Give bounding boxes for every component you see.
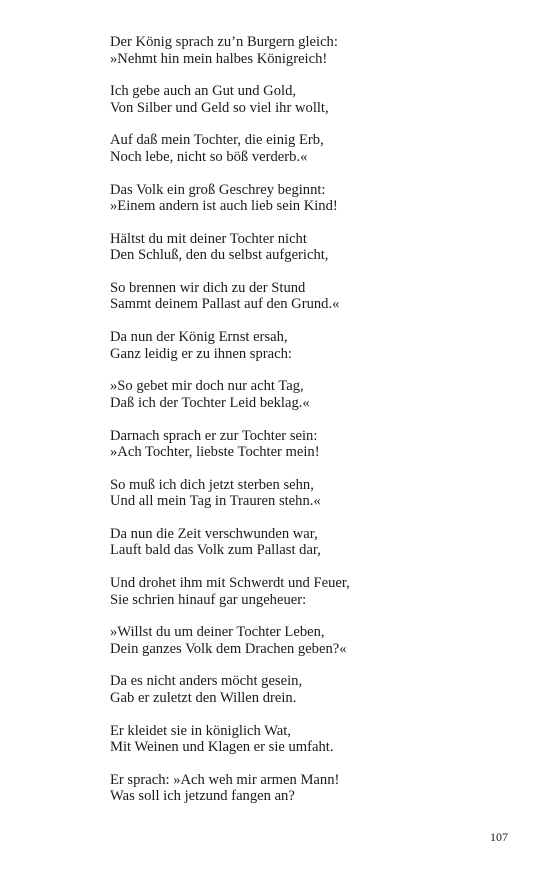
verse-line: Und drohet ihm mit Schwerdt und Feuer, bbox=[110, 575, 350, 592]
stanza bbox=[110, 477, 510, 510]
verse-line: »Nehmt hin mein halbes Königreich! bbox=[110, 50, 328, 67]
verse-line: »Ach Tochter, liebste Tochter mein! bbox=[110, 444, 320, 460]
verse-line: Da nun der König Ernst ersah, bbox=[110, 329, 288, 346]
verse-line: Da nun die Zeit verschwunden war, bbox=[110, 525, 318, 542]
poem-body bbox=[110, 34, 510, 821]
verse-line: Daß ich der Tochter Leid beklag.« bbox=[110, 394, 310, 411]
stanza bbox=[110, 526, 510, 559]
verse-line: Mit Weinen und Klagen er sie umfaht. bbox=[110, 739, 334, 756]
verse-line: Darnach sprach er zur Tochter sein: bbox=[110, 427, 318, 444]
verse-line: Hältst du mit deiner Tochter nicht bbox=[110, 230, 307, 247]
verse-line: Was soll ich jetzund fangen an? bbox=[110, 788, 295, 805]
verse-line: »Willst du um deiner Tochter Leben, bbox=[110, 624, 325, 641]
verse-line: Da es nicht anders möcht gesein, bbox=[110, 673, 303, 690]
verse-line: »Einem andern ist auch lieb sein Kind! bbox=[110, 198, 338, 215]
stanza bbox=[110, 723, 510, 756]
verse-line: Lauft bald das Volk zum Pallast dar, bbox=[110, 542, 321, 559]
verse-line: Ich gebe auch an Gut und Gold, bbox=[110, 83, 297, 100]
verse-line: Und all mein Tag in Trauren stehn.« bbox=[110, 493, 321, 510]
page-number: 107 bbox=[490, 830, 508, 844]
verse-line: Dein ganzes Volk dem Drachen geben?« bbox=[110, 640, 347, 657]
verse-line: Er sprach: »Ach weh mir armen Mann! bbox=[110, 771, 340, 788]
verse-line: Das Volk ein groß Geschrey beginnt: bbox=[110, 181, 326, 198]
stanza bbox=[110, 772, 510, 805]
stanza bbox=[110, 231, 510, 264]
verse-line: Noch lebe, nicht so böß verderb.« bbox=[110, 148, 308, 165]
stanza bbox=[110, 329, 510, 362]
verse-line: »So gebet mir doch nur acht Tag, bbox=[110, 378, 304, 395]
stanza bbox=[110, 624, 510, 657]
stanza bbox=[110, 280, 510, 313]
stanza bbox=[110, 132, 510, 165]
stanza bbox=[110, 83, 510, 116]
verse-line: Von Silber und Geld so viel ihr wollt, bbox=[110, 99, 329, 116]
stanza bbox=[110, 673, 510, 706]
stanza bbox=[110, 575, 510, 608]
verse-line: So brennen wir dich zu der Stund bbox=[110, 279, 306, 296]
stanza bbox=[110, 182, 510, 215]
verse-line: Er kleidet sie in königlich Wat, bbox=[110, 722, 291, 739]
verse-line: Der König sprach zu’n Burgern gleich: bbox=[110, 34, 338, 50]
verse-line: Auf daß mein Tochter, die einig Erb, bbox=[110, 132, 324, 149]
stanza bbox=[110, 34, 510, 67]
verse-line: Ganz leidig er zu ihnen sprach: bbox=[110, 345, 292, 362]
verse-line: Sammt deinem Pallast auf den Grund.« bbox=[110, 296, 340, 313]
verse-line: Sie schrien hinauf gar ungeheuer: bbox=[110, 591, 307, 608]
stanza bbox=[110, 428, 510, 461]
verse-line: Gab er zuletzt den Willen drein. bbox=[110, 689, 297, 706]
verse-line: Den Schluß, den du selbst aufgericht, bbox=[110, 247, 329, 264]
stanza bbox=[110, 378, 510, 411]
verse-line: So muß ich dich jetzt sterben sehn, bbox=[110, 476, 314, 493]
